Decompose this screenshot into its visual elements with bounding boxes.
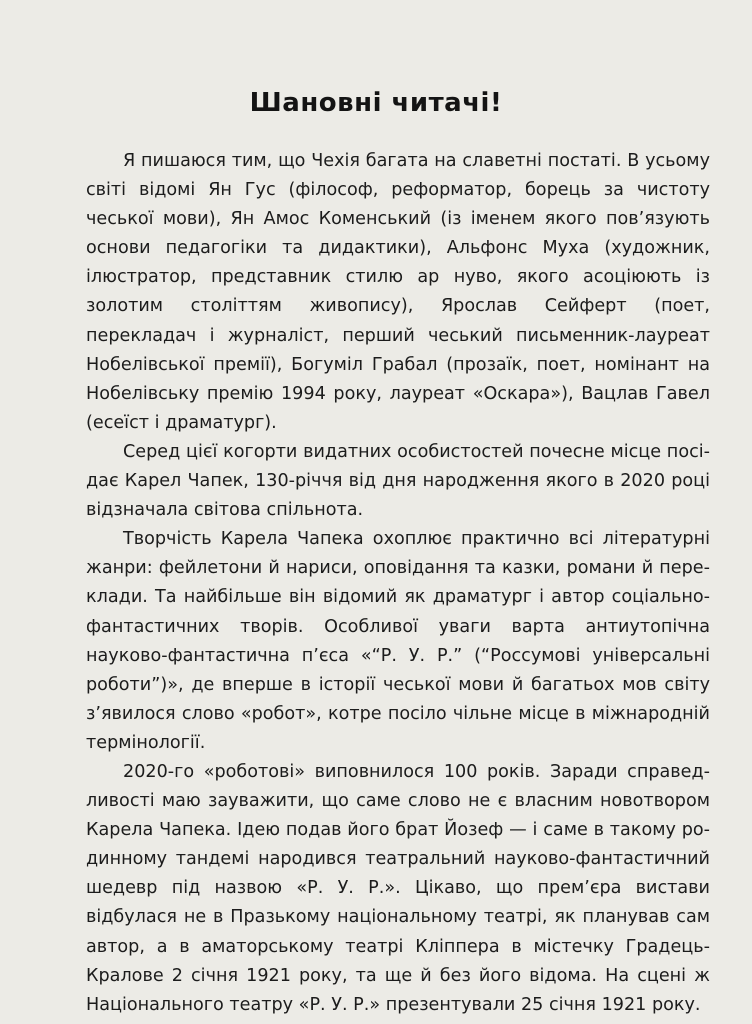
paragraph-3: Творчість Карела Чапека охоплює практично всі літературні жанри: фейлетони й нариси, оповідання та казки, романи й переклади. Та найбільше він відомий як драматург і автор соціально-фантастичних творів. Особливої уваги варта антиутопічна науково-фантастична п’єса «“Р. У. Р.” (“Россумові універсальні роботи”)», де вперше в історії чеської мови й багатьох мов світу з’явилося слово «робот», котре посіло чільне місце в міжнародній термінології. [86,529,710,753]
paragraph-4: 2020-го «роботові» виповнилося 100 років. Заради справедливості маю зауважити, що саме слово не є власним новотвором Карела Чапека. Ідею подав його брат Йозеф — і саме в такому родинному тандемі народився театральний науково-фантастичний шедевр під назвою «Р. У. Р.». Цікаво, що прем’єра вистави відбулася не в Празькому національному театрі, як планував сам автор, а в аматорському театрі Кліппера в містечку Градець-Кралове 2 січня 1921 року, та ще й без його відома. На сцені ж Національного театру «Р. У. Р.» презентували 25 січня 1921 року. [86,761,710,1015]
body-text [86,147,710,1020]
paragraph-2: Серед цієї когорти видатних особистостей почесне місце посідає Карел Чапек, 130-річчя від дня народження якого в 2020 році відзначала світова спільнота. [86,441,710,521]
page-title: Шановні читачі! [249,88,503,118]
paragraph-1: Я пишаюся тим, що Чехія багата на славетні постаті. В усьому світі відомі Ян Гус (філософ, реформатор, борець за чистоту чеської мови), Ян Амос Коменський (із іменем якого пов’язують основи педагогіки та дидактики), Альфонс Муха (художник, ілюстратор, представник стилю ар нуво, якого асоціюють із золотим століттям живопису), Ярослав Сейферт (поет, перекладач і журналіст, перший чеський письменник-лауреат Нобелівської премії), Богуміл Грабал (прозаїк, поет, номінант на Нобелівську премію 1994 року, лауреат «Оскара»), Вацлав Гавел (есеїст і драматург). [86,151,710,433]
